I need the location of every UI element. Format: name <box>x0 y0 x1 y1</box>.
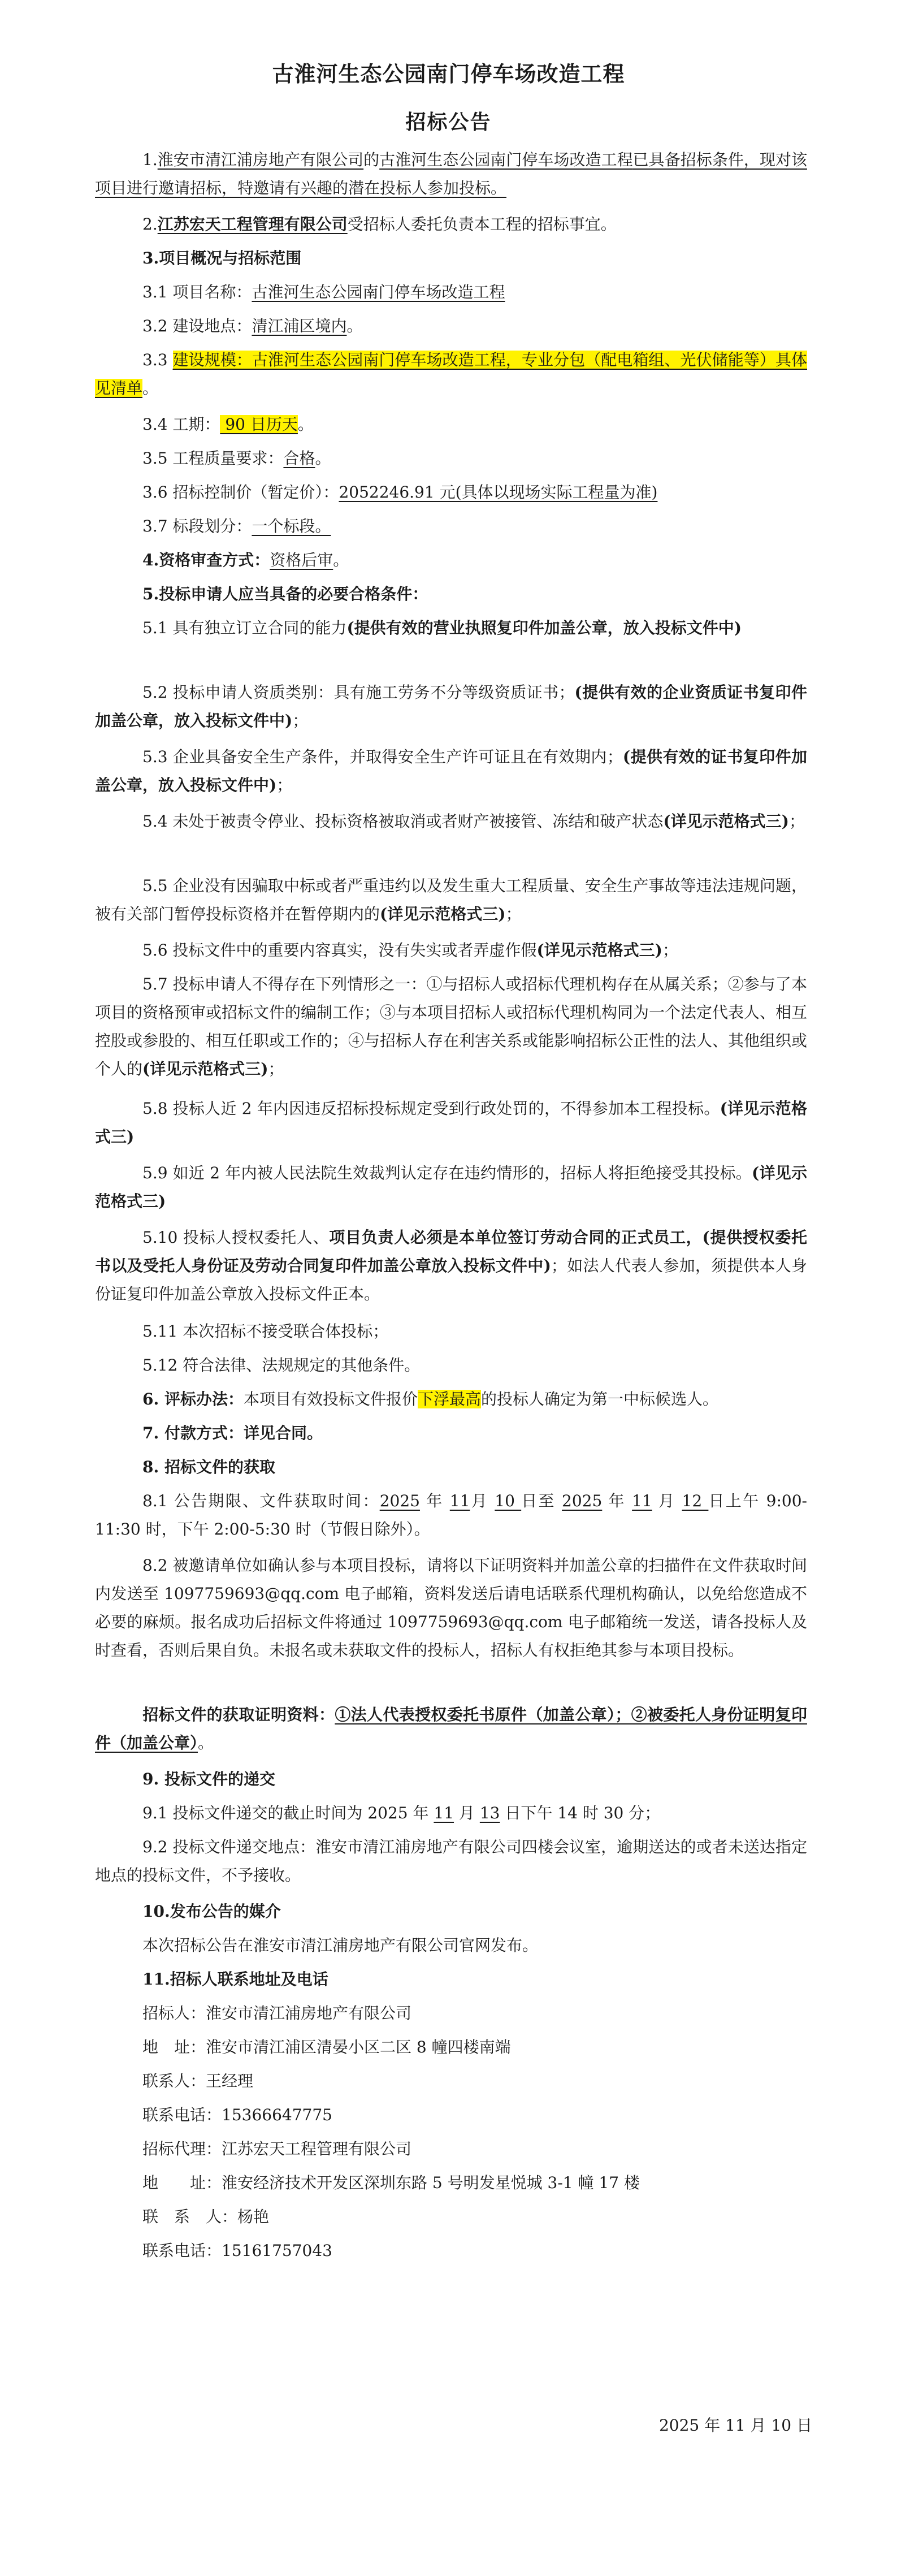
section-5-7: 5.7 投标申请人不得存在下列情形之一：①与招标人或招标代理机构存在从属关系；②参与了本项目的资格预审或招标文件的编制工作；③与本项目招标人或招标代理机构同为一个法定代表人、相互控股或参股的、相互任职或工作的；④与招标人存在利害关系或能影响招标公正性的法人、其他组织或个人的(详见示范格式三)； <box>95 975 808 1078</box>
section-5-1: 5.1 具有独立订立合同的能力(提供有效的营业执照复印件加盖公章，放入投标文件中) <box>142 619 742 637</box>
contact-tenderee-person: 联系人：王经理 <box>142 2072 254 2090</box>
section-3-3: 3.3 建设规模：古淮河生态公园南门停车场改造工程，专业分包（配电箱组、光伏储能等）具体见清单。 <box>95 351 807 397</box>
section-5-4: 5.4 未处于被责令停业、投标资格被取消或者财产被接管、冻结和破产状态(详见示范格式三)； <box>142 812 805 831</box>
contact-agency-address: 地 址：淮安经济技术开发区深圳东路 5 号明发星悦城 3-1 幢 17 楼 <box>142 2173 640 2192</box>
section-4: 4.资格审查方式：资格后审。 <box>142 551 349 569</box>
section-5-2: 5.2 投标申请人资质类别：具有施工劳务不分等级资质证书；(提供有效的企业资质证书复印件加盖公章，放入投标文件中)； <box>95 683 807 730</box>
publish-date: 2025 年 11 月 10 日 <box>658 2416 812 2435</box>
section-6: 6. 评标办法：本项目有效投标文件报价下浮最高的投标人确定为第一中标候选人。 <box>142 1390 719 1408</box>
section-10-1: 本次招标公告在淮安市清江浦房地产有限公司官网发布。 <box>142 1936 539 1955</box>
section-3-4: 3.4 工期： 90 日历天。 <box>142 415 314 434</box>
contact-tenderee-address: 地 址：淮安市清江浦区清晏小区二区 8 幢四楼南端 <box>142 2038 511 2056</box>
project-name: 古淮河生态公园南门停车场改造工程 <box>379 150 633 169</box>
section-9-2: 9.2 投标文件递交地点：淮安市清江浦房地产有限公司四楼会议室，逾期送达的或者未送达指定地点的投标文件，不予接收。 <box>95 1838 807 1885</box>
section-2: 2.江苏宏天工程管理有限公司受招标人委托负责本工程的招标事宜。 <box>142 215 617 234</box>
section-5-5: 5.5 企业没有因骗取中标或者严重违约以及发生重大工程质量、安全生产事故等违法违规问题，被有关部门暂停投标资格并在暂停期内的(详见示范格式三)； <box>95 876 807 923</box>
section-9-1: 9.1 投标文件递交的截止时间为 2025 年 11 月 13 日下午 14 时 30 分； <box>142 1804 661 1822</box>
contact-tenderee: 招标人：淮安市清江浦房地产有限公司 <box>142 2004 412 2022</box>
section-3-heading: 3.项目概况与招标范围 <box>142 249 302 267</box>
section-5-11: 5.11 本次招标不接受联合体投标； <box>142 1322 389 1341</box>
section-5-6: 5.6 投标文件中的重要内容真实，没有失实或者弄虚作假(详见示范格式三)； <box>142 941 678 959</box>
section-3-6: 3.6 招标控制价（暂定价）：2052246.91 元(具体以现场实际工程量为准) <box>142 483 658 502</box>
page-subtitle: 招标公告 <box>405 110 492 134</box>
section-8-3: 招标文件的获取证明资料：①法人代表授权委托书原件（加盖公章）；②被委托人身份证明复印件（加盖公章）。 <box>95 1705 807 1752</box>
page-title: 古淮河生态公园南门停车场改造工程 <box>272 61 625 87</box>
section-8-heading: 8. 招标文件的获取 <box>142 1458 275 1476</box>
section-5-8: 5.8 投标人近 2 年内因违反招标投标规定受到行政处罚的，不得参加本工程投标。(详见示范格式三) <box>95 1099 807 1146</box>
agency-name: 江苏宏天工程管理有限公司 <box>157 215 348 234</box>
contact-agency-phone: 联系电话：15161757043 <box>142 2241 332 2260</box>
section-1: 1.淮安市清江浦房地产有限公司的古淮河生态公园南门停车场改造工程已具备招标条件，现对该项目进行邀请招标，特邀请有兴趣的潜在投标人参加投标。 <box>95 150 807 197</box>
section-7: 7. 付款方式：详见合同。 <box>142 1424 323 1442</box>
section-3-1: 3.1 项目名称：古淮河生态公园南门停车场改造工程 <box>142 283 505 301</box>
section-8-1: 8.1 公告期限、文件获取时间：2025 年 11月 10 日至 2025 年 11 月 12 日上午 9:00-11:30 时，下午 2:00-5:30 时（节假日除外）。 <box>95 1492 807 1538</box>
tenderee-name: 淮安市清江浦房地产有限公司 <box>157 150 364 169</box>
section-5-3: 5.3 企业具备安全生产条件，并取得安全生产许可证且在有效期内；(提供有效的证书复印件加盖公章，放入投标文件中)； <box>95 747 808 794</box>
section-3-7: 3.7 标段划分：一个标段。 <box>142 517 331 535</box>
section-5-12: 5.12 符合法律、法规规定的其他条件。 <box>142 1356 421 1375</box>
section-5-10: 5.10 投标人授权委托人、项目负责人必须是本单位签订劳动合同的正式员工，(提供授权委托书以及受托人身份证及劳动合同复印件加盖公章放入投标文件中)；如法人代表人参加，须提供本人身份证复印件加盖公章放入投标文件正本。 <box>95 1228 807 1303</box>
section-5-heading: 5.投标申请人应当具备的必要合格条件： <box>142 585 428 603</box>
section-3-2: 3.2 建设地点：清江浦区境内。 <box>142 317 363 335</box>
section-9-heading: 9. 投标文件的递交 <box>142 1770 275 1788</box>
contact-agency: 招标代理：江苏宏天工程管理有限公司 <box>142 2140 412 2158</box>
section-3-5: 3.5 工程质量要求：合格。 <box>142 449 331 468</box>
section-8-2: 8.2 被邀请单位如确认参与本项目投标，请将以下证明资料并加盖公章的扫描件在文件获取时间内发送至 1097759693@qq.com 电子邮箱，资料发送后请电话联系代理机构确认，以免给您造成不必要的麻烦。报名成功后招标文件将通过 1097759693@qq.com 电子邮箱统一发送，请各投标人及时查看，否则后果自负。未报名或未获取文件的投标人，招标人有权拒绝其参与本项目投标。 <box>95 1556 807 1659</box>
section-5-9: 5.9 如近 2 年内被人民法院生效裁判认定存在违约情形的，招标人将拒绝接受其投标。(详见示范格式三) <box>95 1164 807 1211</box>
section-11-heading: 11.招标人联系地址及电话 <box>142 1970 328 1989</box>
section-10-heading: 10.发布公告的媒介 <box>142 1902 281 1921</box>
contact-tenderee-phone: 联系电话：15366647775 <box>142 2106 332 2124</box>
contact-agency-person: 联 系 人：杨艳 <box>142 2207 270 2226</box>
